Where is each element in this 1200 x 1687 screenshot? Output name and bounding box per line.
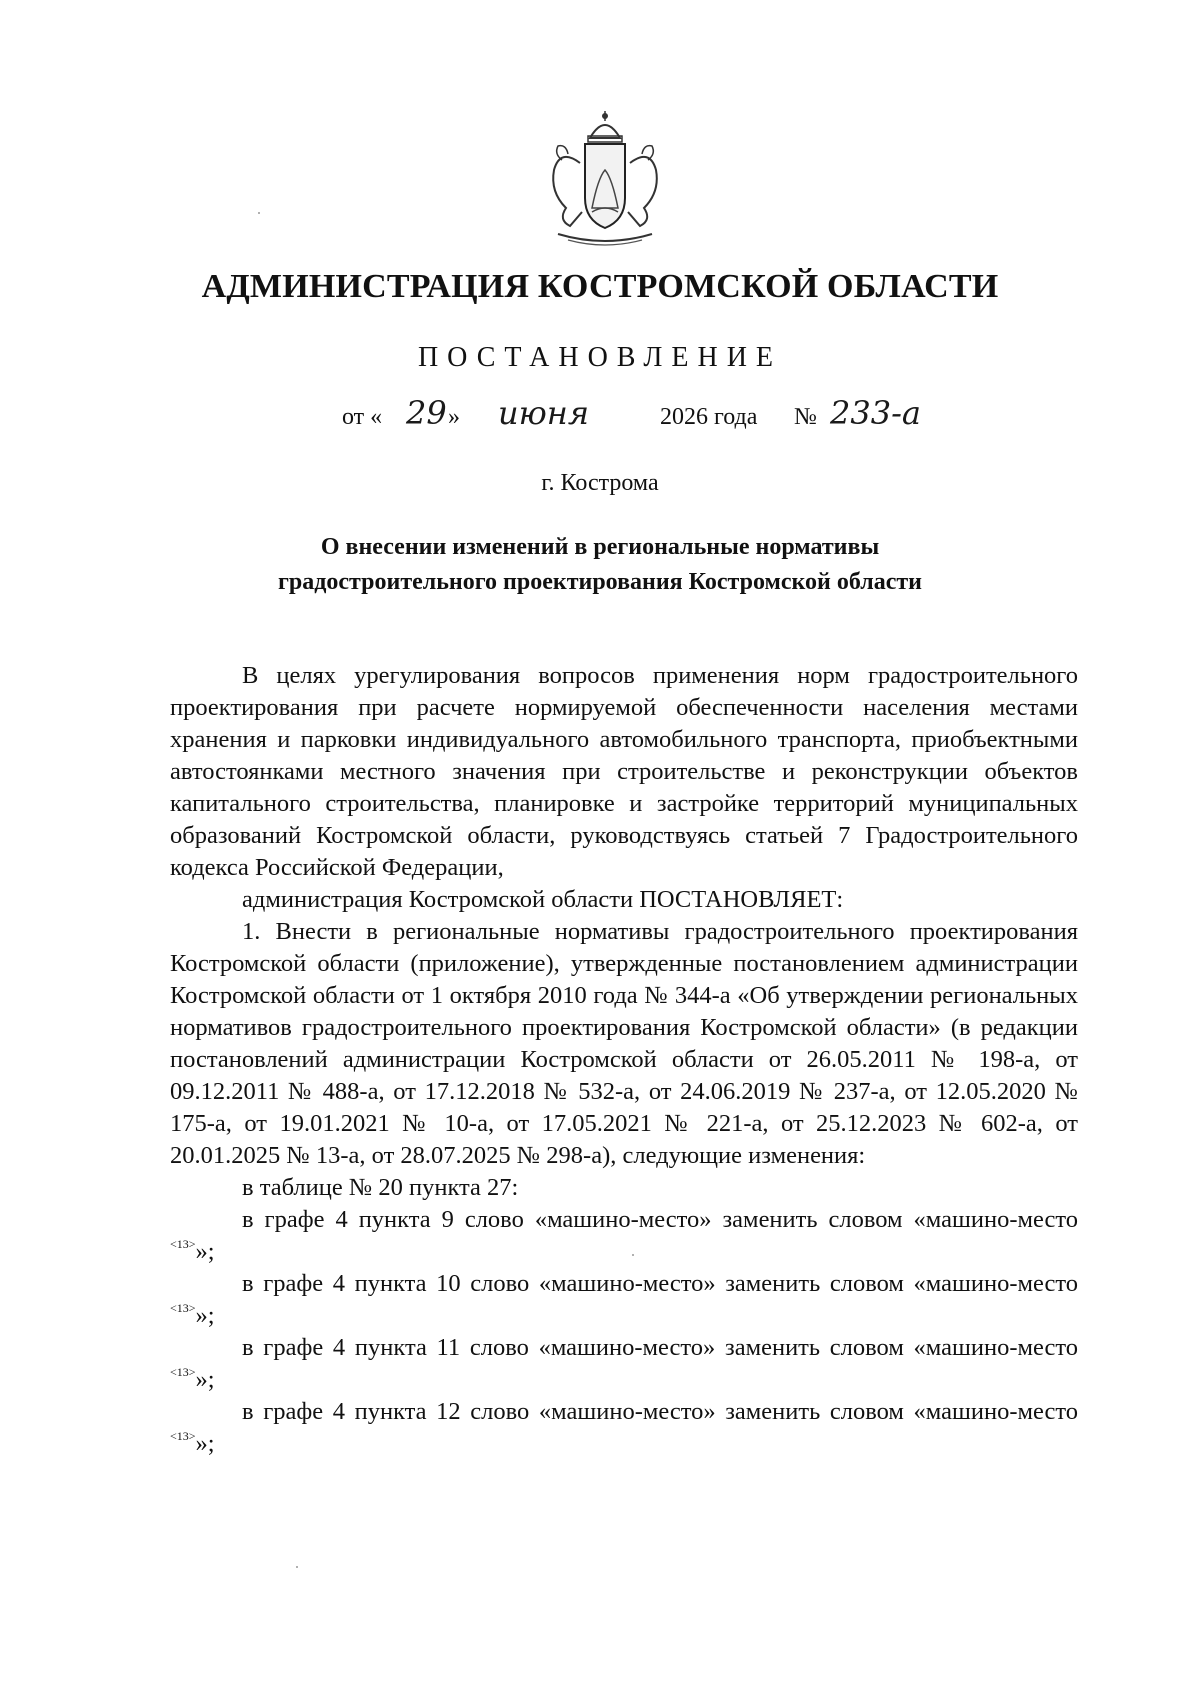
date-year: 2026 года (660, 404, 758, 430)
city-name: г. Кострома (541, 470, 659, 496)
document-type: ПОСТАНОВЛЕНИЕ (417, 342, 783, 373)
footnote-ref: <13> (170, 1237, 196, 1251)
footnote-ref: <13> (170, 1301, 196, 1315)
footnote-ref: <13> (170, 1429, 196, 1443)
date-line (0, 394, 1200, 450)
footnote-ref: <13> (170, 1365, 196, 1379)
resolution-paragraph: администрация Костромской области ПОСТАНОВЛЯЕТ: (242, 886, 844, 913)
clause-1-paragraph: 1. Внести в региональные нормативы градостроительного проектирования Костромской области (приложение), утвержденные постановлением администрации Костромской области от 1 октября 2010 года № 344-а «Об утверждении региональных нормативов градостроительного проектирования Костромской области» (в редакции постановлений администрации Костромской области от 26.05.2011 № 198-а, от 09.12.2011 № 488-а, от 17.12.2018 № 532-а, от 24.06.2019 № 237-а, от 12.05.2020 № 175-а, от 19.01.2021 № 10-а, от 17.05.2021 № 221-а, от 25.12.2023 № 602-а, от 20.01.2025 № 13-а, от 28.07.2025 № 298-а), следующие изменения: (170, 918, 1078, 1169)
organization-name: АДМИНИСТРАЦИЯ КОСТРОМСКОЙ ОБЛАСТИ (201, 268, 999, 305)
scan-speck (632, 1254, 634, 1256)
table-reference-paragraph: в таблице № 20 пункта 27: (242, 1174, 519, 1201)
title-line-2: градостроительного проектирования Костромской области (278, 569, 922, 595)
scan-speck (258, 212, 260, 214)
number-sign: № (794, 404, 817, 430)
title-line-1: О внесении изменений в региональные нормативы (320, 534, 880, 560)
change-item: в графе 4 пункта 12 слово «машино-место» заменить словом «машино-место $^{<13>}$»; (170, 1398, 1078, 1457)
date-day-close: » (448, 404, 460, 430)
change-item: в графе 4 пункта 10 слово «машино-место» заменить словом «машино-место $^{<13>}$»; (170, 1270, 1078, 1329)
scan-speck (296, 1566, 298, 1568)
document-body (170, 660, 1078, 1460)
preamble-paragraph: В целях урегулирования вопросов применения норм градостроительного проектирования при расчете нормируемой обеспеченности населения местами хранения и парковки индивидуального автомобильного транспорта, приобъектными автостоянками местного значения при строительстве и реконструкции объектов капитального строительства, планировке и застройке территорий муниципальных образований Костромской области, руководствуясь статьей 7 Градостроительного кодекса Российской Федерации, (170, 662, 1078, 881)
handwritten-number: 233-а (830, 394, 921, 432)
date-prefix: от « (342, 404, 383, 430)
handwritten-month: июня (498, 394, 590, 432)
change-item: в графе 4 пункта 9 слово «машино-место» заменить словом «машино-место $^{<13>}$»; (170, 1206, 1078, 1265)
change-item: в графе 4 пункта 11 слово «машино-место» заменить словом «машино-место $^{<13>}$»; (170, 1334, 1078, 1393)
handwritten-day: 29 (406, 394, 447, 432)
coat-of-arms-icon (540, 108, 670, 248)
document-title (160, 530, 1040, 600)
